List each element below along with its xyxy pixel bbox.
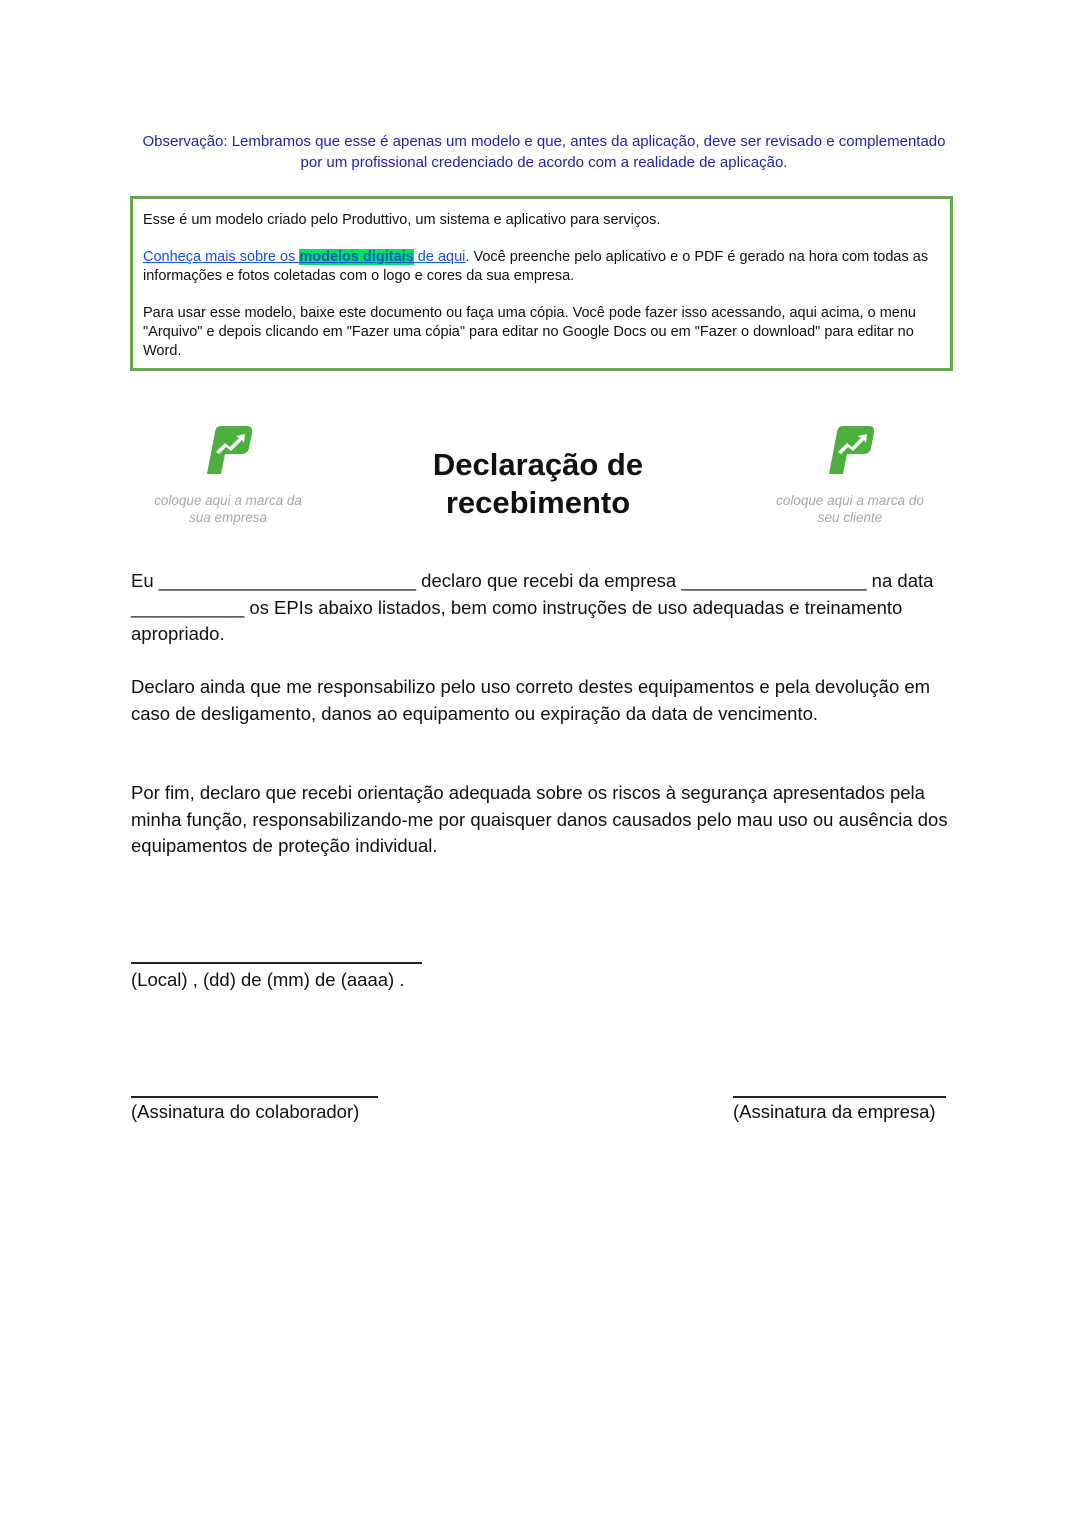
place-date-label: (Local) , (dd) de (mm) de (aaaa) . — [131, 969, 405, 990]
declaration-paragraph-1: Eu _________________________ declaro que recebi da empresa __________________ na data ___________ os EPIs abaixo listados, bem como instruções de uso adequadas e treinamento apropriado. — [131, 570, 934, 645]
client-logo-caption: coloque aqui a marca do seu cliente — [776, 493, 924, 525]
info-usage: Para usar esse modelo, baixe este documento ou faça uma cópia. Você pode fazer isso acessando, aqui acima, o menu "Arquivo" e depois clicando em "Fazer uma cópia" para editar no Google Docs ou em "Fazer o download" para editar no Word. — [143, 305, 916, 359]
place-date-line — [131, 962, 422, 964]
employee-name-blank: _________________________ — [158, 570, 417, 591]
modelos-digitais-link[interactable]: Conheça mais sobre os modelos digitais de aqui — [143, 249, 466, 265]
employee-signature-label: (Assinatura do colaborador) — [131, 1101, 360, 1122]
document-title: Declaração de recebimento — [432, 447, 644, 520]
employee-signature-line — [131, 1096, 378, 1098]
info-intro: Esse é um modelo criado pelo Produttivo, um sistema e aplicativo para serviços. — [143, 212, 661, 228]
client-logo-placeholder — [765, 424, 935, 526]
company-name-blank: __________________ — [681, 570, 867, 591]
highlighted-text: modelos digitais — [299, 249, 414, 265]
declaration-paragraph-3: Por fim, declaro que recebi orientação adequada sobre os riscos à segurança apresentados pela minha função, responsabilizando-me por quaisquer danos causados pelo mau uso ou ausência dos equipamentos de proteção individual. — [131, 782, 948, 857]
declaration-paragraph-2: Declaro ainda que me responsabilizo pelo uso correto destes equipamentos e pela devolução em caso de desligamento, danos ao equipamento ou expiração da data de vencimento. — [131, 676, 931, 724]
disclaimer-note: Observação: Lembramos que esse é apenas um modelo e que, antes da aplicação, deve ser revisado e complementado por um profissional credenciado de acordo com a realidade de aplicação. — [142, 133, 946, 171]
company-logo-placeholder — [143, 424, 313, 526]
company-signature-label: (Assinatura da empresa) — [733, 1101, 936, 1122]
produttivo-logo-icon — [203, 424, 253, 476]
info-link-paragraph: Conheça mais sobre os modelos digitais de aqui. Você preenche pelo aplicativo e o PDF é gerado na hora com todas as informações e fotos coletadas com o logo e cores da sua empresa. — [143, 249, 929, 284]
info-box — [130, 196, 953, 371]
produttivo-logo-icon — [825, 424, 875, 476]
company-logo-caption: coloque aqui a marca da sua empresa — [154, 493, 302, 525]
company-signature-line — [733, 1096, 946, 1098]
date-blank: ___________ — [131, 596, 245, 618]
